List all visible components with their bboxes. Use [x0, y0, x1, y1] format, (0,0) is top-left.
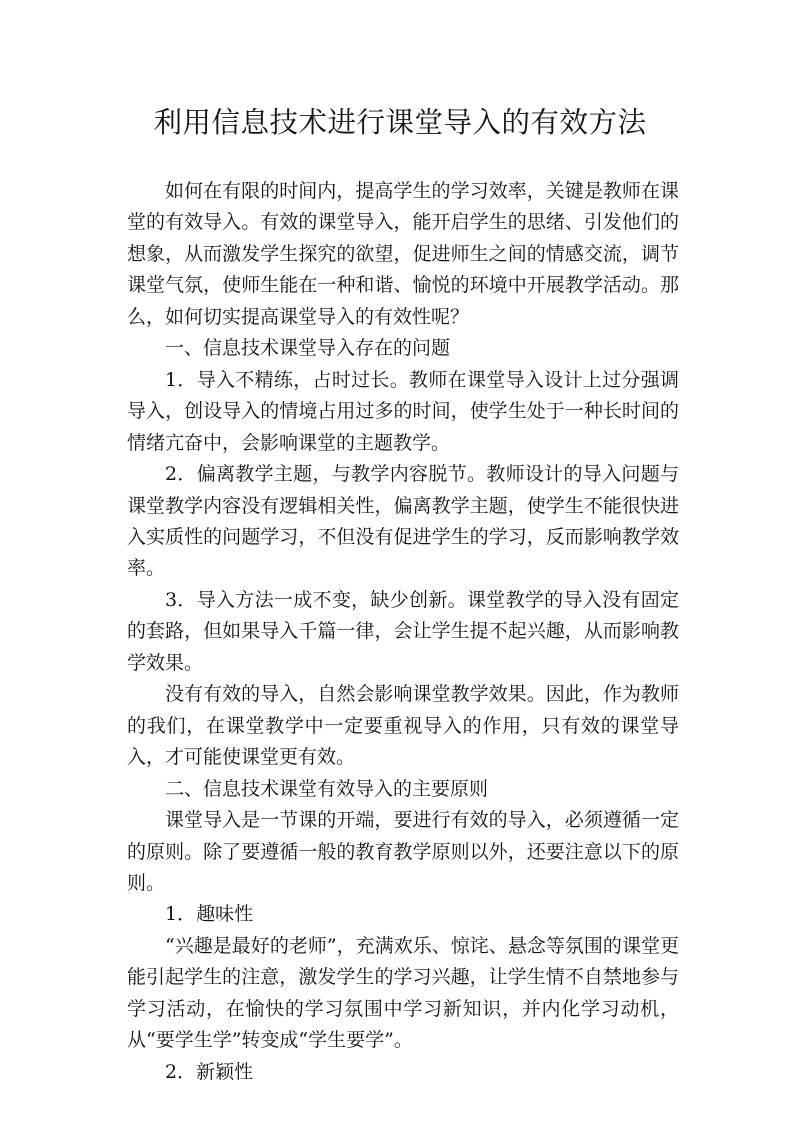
principle-heading-2: 2．新颖性 [165, 1060, 254, 1083]
summary-paragraph: 没有有效的导入，自然会影响课堂教学效果。因此，作为教师的我们，在课堂教学中一定要重视导入的作用，只有效的课堂导入，才可能使课堂更有效。 [127, 683, 679, 769]
problem-item-3: 3．导入方法一成不变，缺少创新。课堂教学的导入没有固定的套路，但如果导入千篇一律，会让学生提不起兴趣，从而影响教学效果。 [127, 588, 679, 674]
section-heading-1: 一、信息技术课堂导入存在的问题 [165, 337, 451, 360]
problem-item-1: 1．导入不精练，占时过长。教师在课堂导入设计上过分强调导入，创设导入的情境占用过多的时间，使学生处于一种长时间的情绪亢奋中，会影响课堂的主题教学。 [127, 368, 679, 454]
document-body [127, 176, 679, 1088]
section-heading-2: 二、信息技术课堂有效导入的主要原则 [165, 777, 489, 800]
principles-intro-paragraph: 课堂导入是一节课的开端，要进行有效的导入，必须遵循一定的原则。除了要遵循一般的教育教学原则以外，还要注意以下的原则。 [127, 809, 679, 894]
intro-paragraph: 如何在有限的时间内，提高学生的学习效率，关键是教师在课堂的有效导入。有效的课堂导入，能开启学生的思绪、引发他们的想象，从而激发学生探究的欲望，促进师生之间的情感交流，调节课堂气氛，使师生能在一种和谐、愉悦的环境中开展教学活动。那么，如何切实提高课堂导入的有效性呢？ [127, 180, 679, 328]
problem-item-2: 2．偏离教学主题，与教学内容脱节。教师设计的导入问题与课堂教学内容没有逻辑相关性，偏离教学主题，使学生不能很快进入实质性的问题学习，不但没有促进学生的学习，反而影响教学效率。 [127, 463, 679, 580]
principle-paragraph-1: “兴趣是最好的老师”，充满欢乐、惊诧、悬念等氛围的课堂更能引起学生的注意，激发学生的学习兴趣，让学生情不自禁地参与学习活动，在愉快的学习氛围中学习新知识，并内化学习动机，从“要学生学”转变成“学生要学”。 [127, 934, 679, 1052]
document-title: 利用信息技术进行课堂导入的有效方法 [153, 106, 647, 139]
principle-heading-1: 1．趣味性 [165, 903, 254, 926]
